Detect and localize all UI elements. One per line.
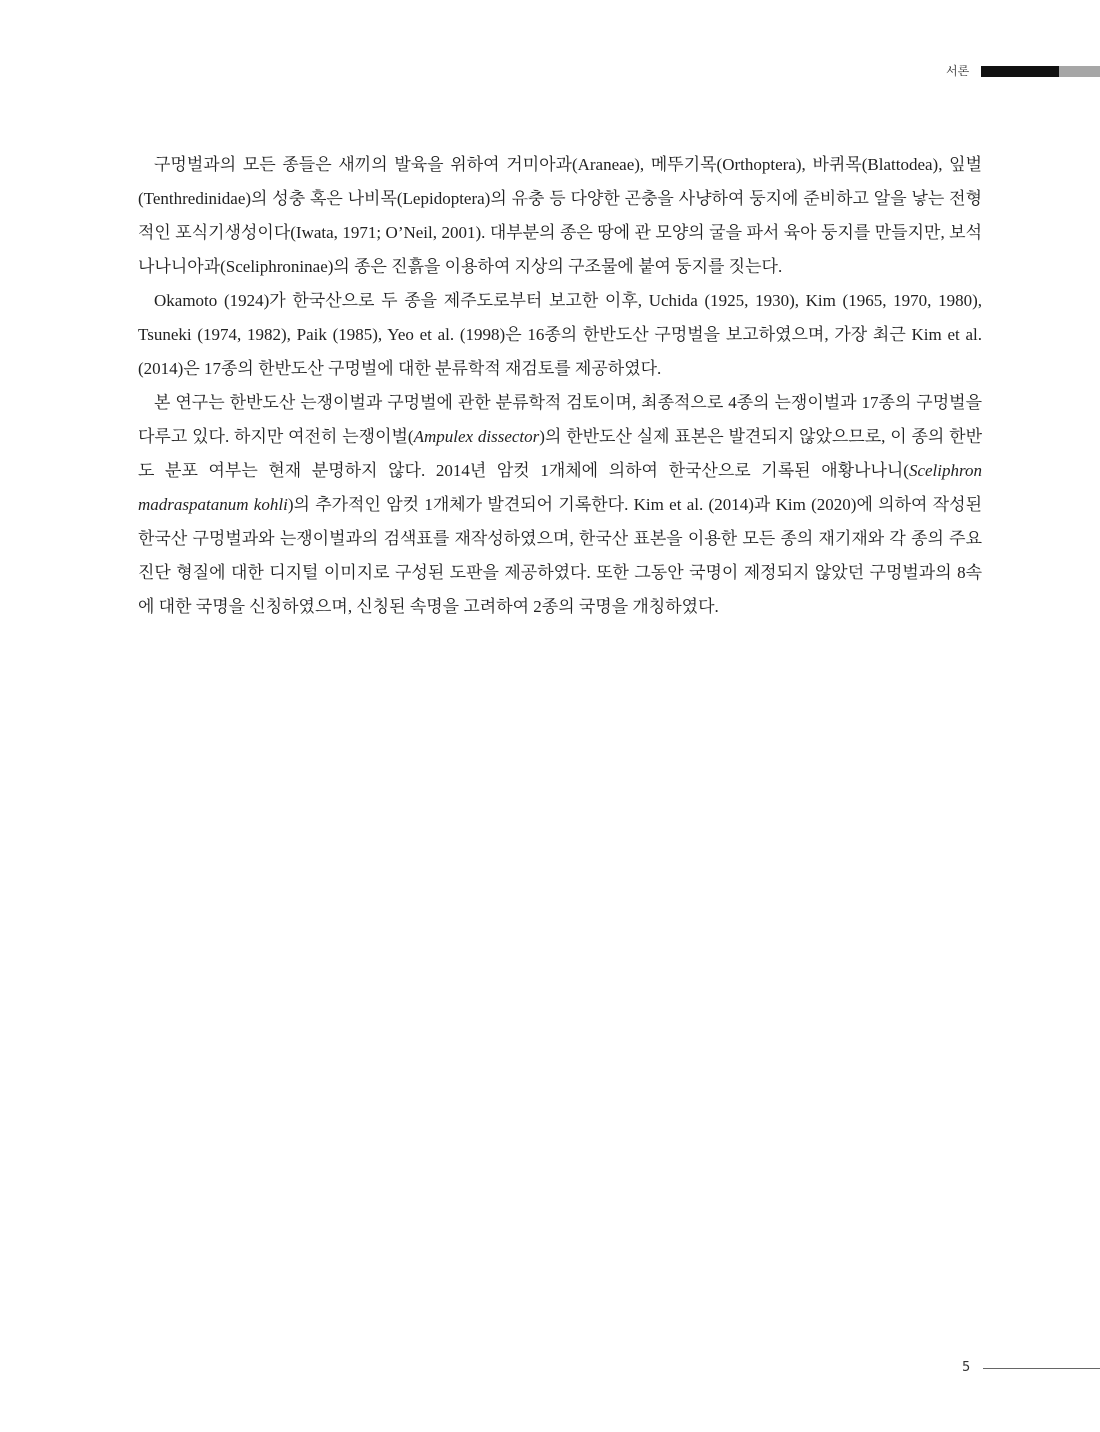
footer-rule bbox=[983, 1368, 1100, 1369]
paragraph-2: Okamoto (1924)가 한국산으로 두 종을 제주도로부터 보고한 이후, Uchida (1925, 1930), Kim (1965, 1970, 1980), Tsuneki (1974, 1982), Paik (1985), Yeo et al. (1998)은 16종의 한반도산 구멍벌을 보고하였으며, 가장 최근 Kim et al. (2014)은 17종의 한반도산 구멍벌에 대한 분류학적 재검토를 제공하였다. bbox=[138, 291, 982, 378]
running-header-section: 서론 bbox=[946, 64, 970, 78]
paragraph-1: 구멍벌과의 모든 종들은 새끼의 발육을 위하여 거미아과(Araneae), 메뚜기목(Orthoptera), 바퀴목(Blattodea), 잎벌(Tenthredinidae)의 성충 혹은 나비목(Lepidoptera)의 유충 등 다양한 곤충을 사냥하여 둥지에 준비하고 알을 낳는 전형적인 포식기생성이다(Iwata, 1971; O’Neil, 2001). 대부분의 종은 땅에 관 모양의 굴을 파서 육아 둥지를 만들지만, 보석나나니아과(Sceliphroninae)의 종은 진흙을 이용하여 지상의 구조물에 붙여 둥지를 짓는다. bbox=[138, 155, 982, 276]
paragraph-3-text-c: )의 추가적인 암컷 1개체가 발견되어 기록한다. Kim et al. (2014)과 Kim (2020)에 의하여 작성된 한국산 구멍벌과와 는쟁이벌과의 검색표를 재작성하였으며, 한국산 표본을 이용한 모든 종의 재기재와 각 종의 주요 진단 형질에 대한 디지털 이미지로 구성된 도판을 제공하였다. 또한 그동안 국명이 제정되지 않았던 구멍벌과의 8속에 대한 국명을 신칭하였으며, 신칭된 속명을 고려하여 2종의 국명을 개칭하였다. bbox=[138, 495, 983, 616]
header-bar-gray bbox=[1059, 66, 1100, 77]
paragraph-3 bbox=[138, 386, 982, 624]
paragraph-3-text-b: )의 한반도산 실제 표본은 발견되지 않았으므로, 이 종의 한반도 분포 여부는 현재 분명하지 않다. 2014년 암컷 1개체에 의하여 한국산으로 기록된 애황나나니( bbox=[138, 427, 982, 480]
species-name-ampulex: Ampulex dissector bbox=[413, 427, 540, 446]
header-bar-dark bbox=[981, 66, 1059, 77]
page-number: 5 bbox=[962, 1360, 971, 1375]
species-name-sceliphron: Sceliphron madraspatanum kohli bbox=[138, 461, 982, 514]
introduction-body bbox=[138, 148, 982, 624]
paragraph-3-text-a: 본 연구는 한반도산 는쟁이벌과 구멍벌에 관한 분류학적 검토이며, 최종적으로 4종의 는쟁이벌과 17종의 구멍벌을 다루고 있다. 하지만 여전히 는쟁이벌( bbox=[138, 393, 982, 446]
